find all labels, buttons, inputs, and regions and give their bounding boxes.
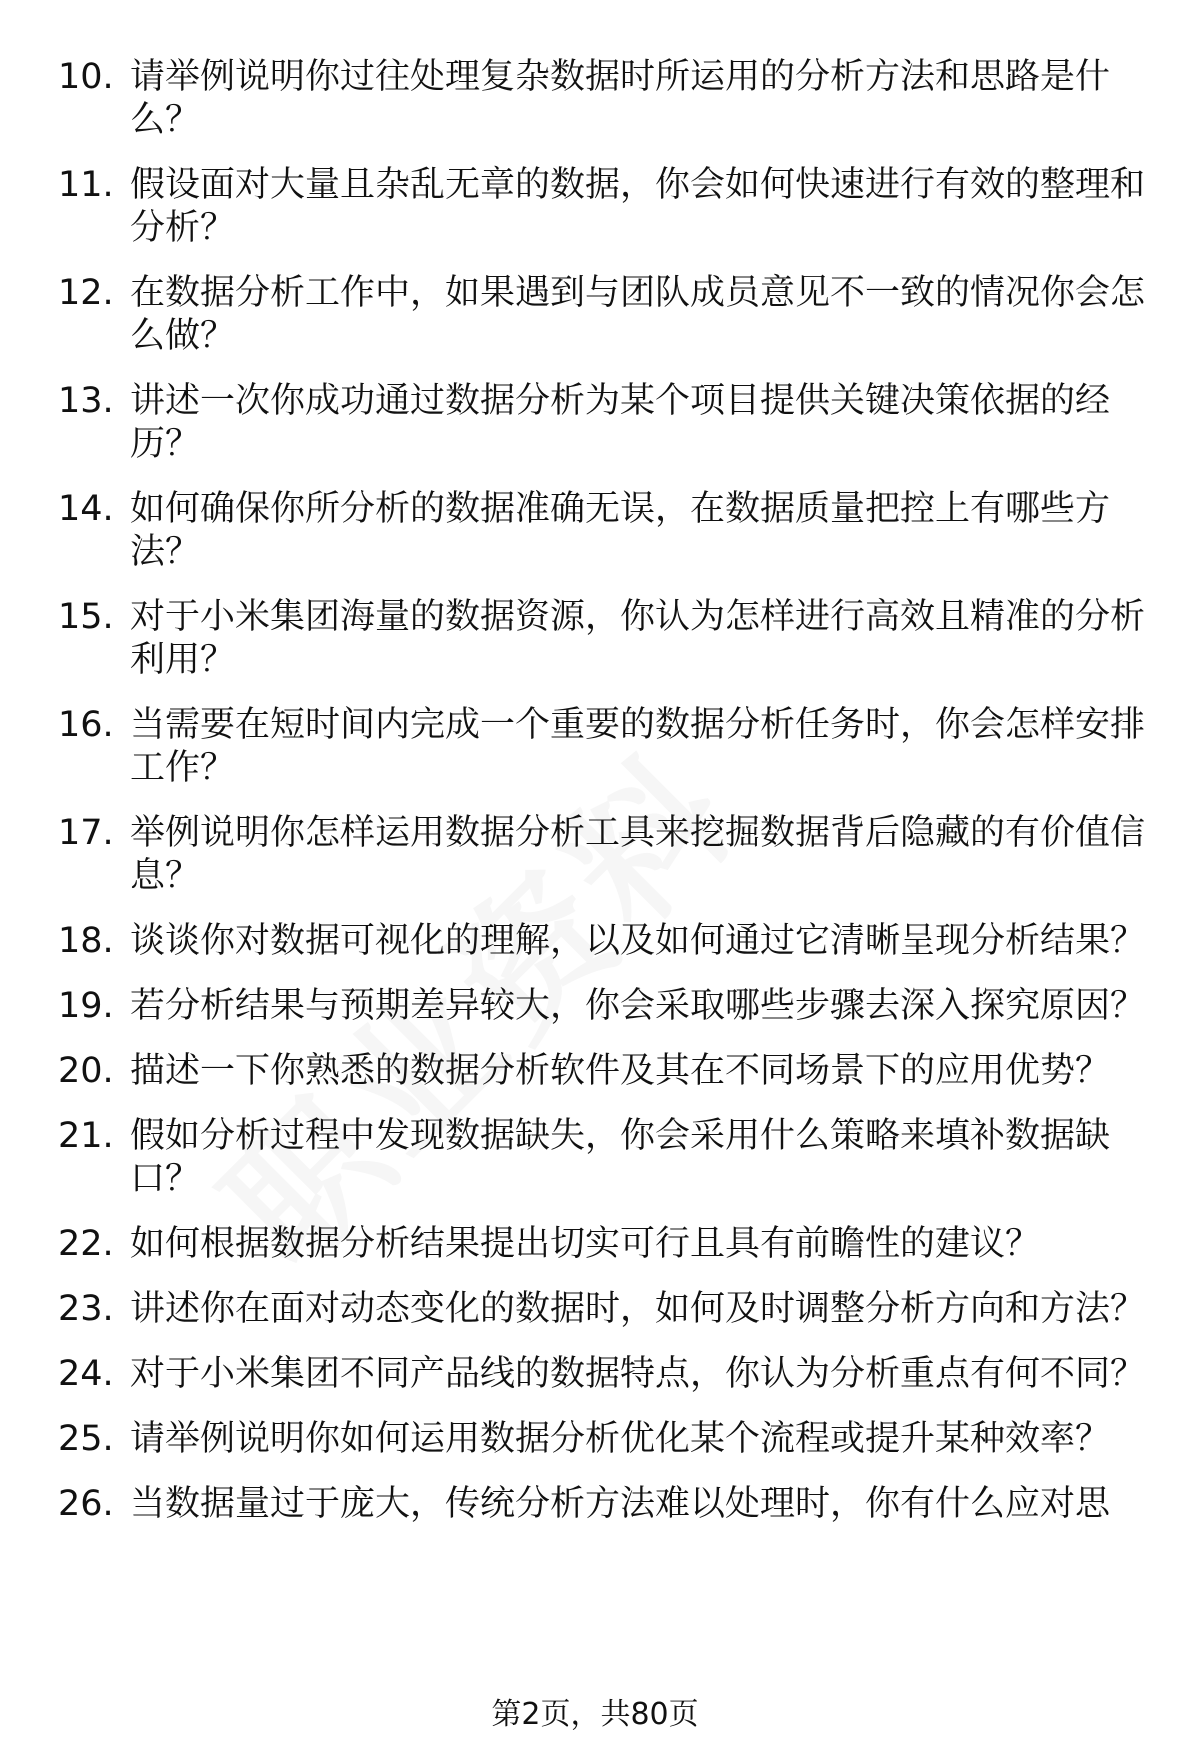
question-text: 描述一下你熟悉的数据分析软件及其在不同场景下的应用优势？ (130, 1051, 1111, 1091)
question-number: 16. (58, 705, 114, 745)
question-text: 当数据量过于庞大，传统分析方法难以处理时，你有什么应对思 (130, 1484, 1111, 1524)
question-item (58, 1115, 1148, 1201)
question-text: 在数据分析工作中，如果遇到与团队成员意见不一致的情况你会怎么做？ (130, 273, 1146, 356)
question-text: 当需要在短时间内完成一个重要的数据分析任务时，你会怎样安排工作？ (130, 705, 1146, 788)
question-text: 假设面对大量且杂乱无章的数据，你会如何快速进行有效的整理和分析？ (130, 165, 1146, 248)
question-text: 举例说明你怎样运用数据分析工具来挖掘数据背后隐藏的有价值信息？ (130, 813, 1146, 896)
question-item (58, 380, 1148, 466)
question-number: 19. (58, 986, 114, 1026)
question-text: 如何确保你所分析的数据准确无误，在数据质量把控上有哪些方法？ (130, 489, 1111, 572)
question-item (58, 56, 1148, 142)
question-item (58, 164, 1148, 250)
question-text: 对于小米集团海量的数据资源，你认为怎样进行高效且精准的分析利用？ (130, 597, 1146, 680)
question-number: 25. (58, 1419, 114, 1459)
question-number: 10. (58, 57, 114, 97)
question-text: 请举例说明你如何运用数据分析优化某个流程或提升某种效率？ (130, 1419, 1111, 1459)
question-number: 15. (58, 597, 114, 637)
question-item (58, 1223, 1148, 1266)
question-item (58, 272, 1148, 358)
question-number: 13. (58, 381, 114, 421)
question-number: 18. (58, 921, 114, 961)
question-text: 对于小米集团不同产品线的数据特点，你认为分析重点有何不同？ (130, 1354, 1146, 1394)
question-number: 17. (58, 813, 114, 853)
question-number: 21. (58, 1116, 114, 1156)
question-text: 请举例说明你过往处理复杂数据时所运用的分析方法和思路是什么？ (130, 57, 1111, 140)
question-item (58, 812, 1148, 898)
question-text: 假如分析过程中发现数据缺失，你会采用什么策略来填补数据缺口？ (130, 1116, 1111, 1199)
question-item (58, 985, 1148, 1028)
question-item (58, 1418, 1148, 1461)
question-text: 如何根据数据分析结果提出切实可行且具有前瞻性的建议？ (130, 1224, 1041, 1264)
question-text: 讲述你在面对动态变化的数据时，如何及时调整分析方向和方法？ (130, 1289, 1146, 1329)
question-item (58, 1288, 1148, 1331)
question-number: 22. (58, 1224, 114, 1264)
question-number: 14. (58, 489, 114, 529)
question-text: 谈谈你对数据可视化的理解，以及如何通过它清晰呈现分析结果？ (130, 921, 1146, 961)
question-number: 26. (58, 1484, 114, 1524)
question-text: 若分析结果与预期差异较大，你会采取哪些步骤去深入探究原因？ (130, 986, 1146, 1026)
question-item (58, 704, 1148, 790)
question-item (58, 920, 1148, 963)
question-number: 11. (58, 165, 114, 205)
question-item (58, 1353, 1148, 1396)
page-footer: 第2页，共80页 (491, 1697, 699, 1732)
question-item (58, 596, 1148, 682)
question-item (58, 1483, 1148, 1526)
question-number: 24. (58, 1354, 114, 1394)
question-text: 讲述一次你成功通过数据分析为某个项目提供关键决策依据的经历？ (130, 381, 1111, 464)
question-item (58, 1050, 1148, 1093)
question-item (58, 488, 1148, 574)
question-number: 23. (58, 1289, 114, 1329)
question-list (58, 56, 1148, 1548)
question-number: 12. (58, 273, 114, 313)
question-number: 20. (58, 1051, 114, 1091)
